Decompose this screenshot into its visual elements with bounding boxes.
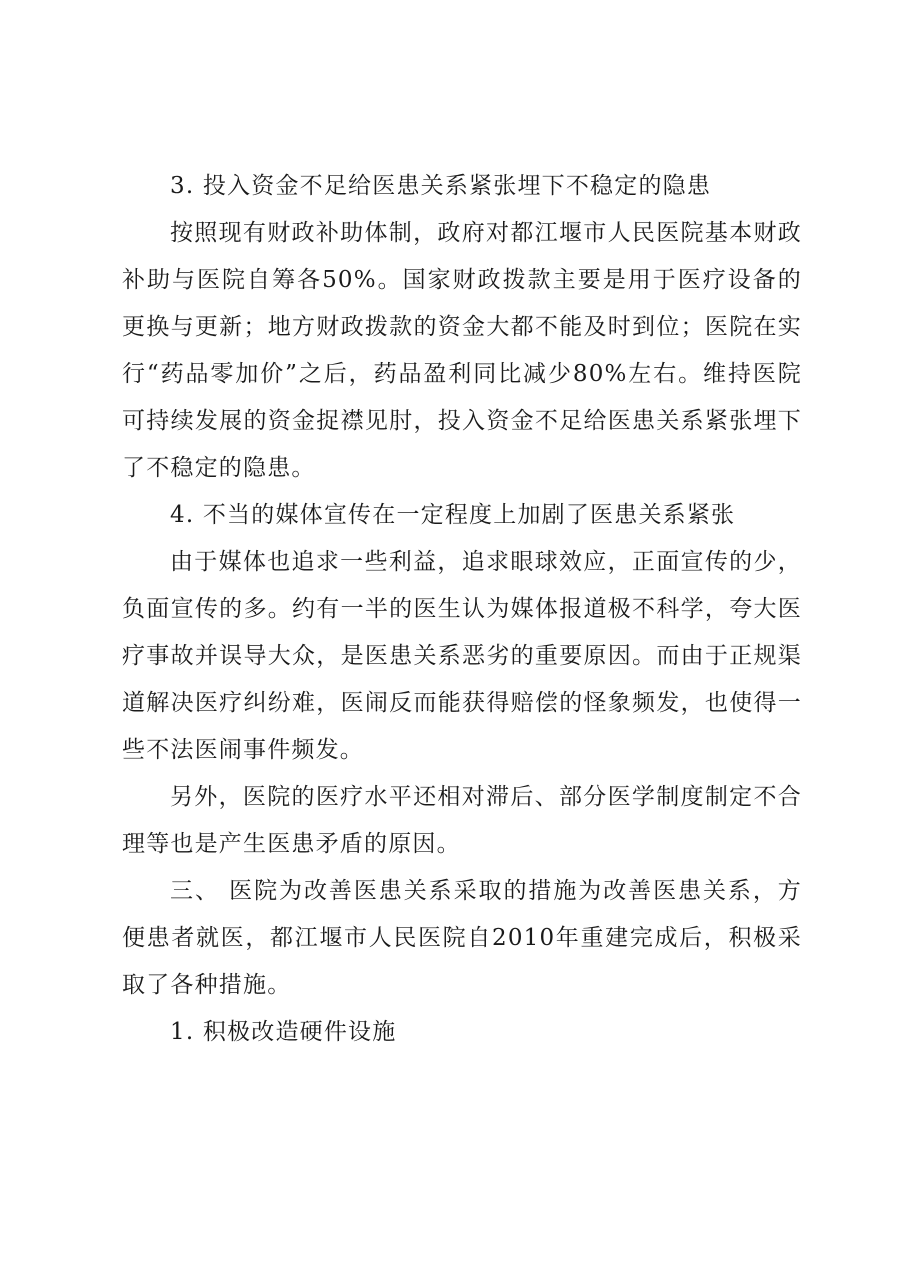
section-heading-3: 3. 投入资金不足给医患关系紧张埋下不稳定的隐患 — [170, 173, 712, 199]
paragraph-media: 由于媒体也追求一些利益，追求眼球效应，正面宣传的少，负面宣传的多。约有一半的医生认为媒体报道极不科学，夸大医疗事故并误导大众，是医患关系恶劣的重要原因。而由于正规渠道解决医疗纠纷难，医闹反而能获得赔偿的怪象频发，也使得一些不法医闹事件频发。 — [122, 549, 802, 763]
document-body — [122, 163, 802, 1056]
paragraph-measures: 三、 医院为改善医患关系采取的措施为改善医患关系，方便患者就医，都江堰市人民医院自2010年重建完成后，积极采取了各种措施。 — [122, 878, 802, 998]
paragraph-other-causes: 另外，医院的医疗水平还相对滞后、部分医学制度制定不合理等也是产生医患矛盾的原因。 — [122, 784, 802, 857]
paragraph-funding: 按照现有财政补助体制，政府对都江堰市人民医院基本财政补助与医院自筹各50%。国家财政拨款主要是用于医疗设备的更换与更新；地方财政拨款的资金大都不能及时到位；医院在实行“药品零加价”之后，药品盈利同比减少80%左右。维持医院可持续发展的资金捉襟见肘，投入资金不足给医患关系紧张埋下了不稳定的隐患。 — [122, 220, 802, 481]
section-heading-4: 4. 不当的媒体宣传在一定程度上加剧了医患关系紧张 — [170, 502, 736, 528]
section-heading-1: 1. 积极改造硬件设施 — [170, 1019, 397, 1045]
